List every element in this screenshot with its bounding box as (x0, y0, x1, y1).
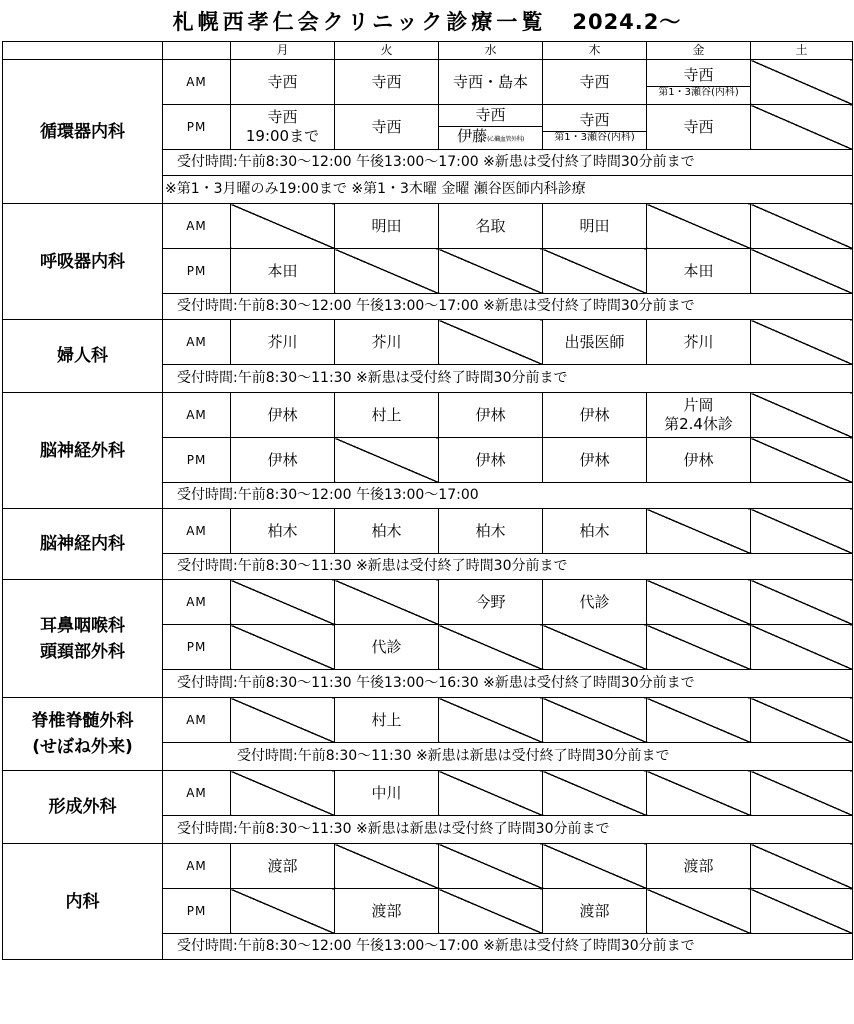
resp-am-fri-closed (647, 204, 751, 249)
cardio-am-fri (647, 60, 751, 105)
cardio-pm-tue: 寺西 (335, 105, 439, 150)
neuro-am-row (3, 509, 853, 554)
resp-am-row (3, 204, 853, 249)
dept-neurosurgery: 脳神経外科 (3, 393, 163, 509)
spine-am-sat-closed (751, 698, 853, 743)
neurosurg-am-tue: 村上 (335, 393, 439, 438)
dept-internal-medicine: 内科 (3, 844, 163, 960)
neuro-am-mon: 柏木 (231, 509, 335, 554)
ent-am-tue-closed (335, 580, 439, 625)
cardio-am-fri-sub: 第1・3瀬谷(内科) (658, 86, 739, 98)
clinic-name: 札幌西孝仁会クリニック診療一覧 (172, 10, 547, 34)
cardio-pm-mon-main: 寺西 (267, 108, 298, 126)
ent-pm-sat-closed (751, 625, 853, 670)
plastic-am-tue: 中川 (335, 771, 439, 816)
session-am-label: AM (163, 771, 231, 816)
internal-am-tue-closed (335, 844, 439, 889)
dept-neurology: 脳神経内科 (3, 509, 163, 580)
cardio-pm-thu-main: 寺西 (543, 111, 647, 132)
gyn-am-wed-closed (439, 320, 543, 365)
dept-ent (3, 580, 163, 698)
ent-am-fri-closed (647, 580, 751, 625)
ent-am-thu: 代診 (543, 580, 647, 625)
resp-am-thu: 明田 (543, 204, 647, 249)
internal-pm-sat-closed (751, 889, 853, 934)
spine-reception-hours: 受付時間:午前8:30〜11:30 ※新患は新患は受付終了時間30分前まで (163, 743, 853, 771)
resp-pm-thu-closed (543, 249, 647, 294)
neurosurg-pm-tue-closed (335, 438, 439, 483)
internal-am-wed-closed (439, 844, 543, 889)
neurosurg-am-mon: 伊林 (231, 393, 335, 438)
neurosurg-am-thu: 伊林 (543, 393, 647, 438)
cardio-pm-wed (439, 105, 543, 150)
cardio-am-row (3, 60, 853, 105)
spine-am-fri-closed (647, 698, 751, 743)
session-am-label: AM (163, 320, 231, 365)
neuro-am-tue: 柏木 (335, 509, 439, 554)
neurosurg-am-row (3, 393, 853, 438)
cardio-pm-sat-closed (751, 105, 853, 150)
dept-spine (3, 698, 163, 771)
neuro-am-thu: 柏木 (543, 509, 647, 554)
ent-am-row (3, 580, 853, 625)
dept-ent-line1: 耳鼻咽喉科 (40, 615, 125, 636)
plastic-am-fri-closed (647, 771, 751, 816)
neuro-am-fri-closed (647, 509, 751, 554)
cardio-pm-wed-tiny: (心臓血管外科) (487, 135, 524, 143)
internal-am-mon: 渡部 (231, 844, 335, 889)
dept-spine-line2: (せぼね外来) (32, 737, 133, 757)
spine-am-row (3, 698, 853, 743)
day-header-row (3, 42, 853, 60)
session-am-label: AM (163, 580, 231, 625)
spine-am-mon-closed (231, 698, 335, 743)
resp-pm-wed-closed (439, 249, 543, 294)
cardio-pm-fri: 寺西 (647, 105, 751, 150)
ent-pm-fri-closed (647, 625, 751, 670)
gyn-am-tue: 芥川 (335, 320, 439, 365)
plastic-am-thu-closed (543, 771, 647, 816)
cardio-pm-wed-main: 寺西 (439, 106, 543, 127)
dept-spine-line1: 脊椎脊髄外科 (31, 711, 134, 731)
dept-ent-line2: 頭頚部外科 (40, 641, 125, 662)
session-am-label: AM (163, 698, 231, 743)
cardio-pm-thu (543, 105, 647, 150)
neurosurg-am-fri (647, 393, 751, 438)
ent-reception-hours: 受付時間:午前8:30〜11:30 午後13:00〜16:30 ※新患は受付終了時間30分前まで (163, 670, 853, 698)
neurosurg-am-fri-main: 片岡 (683, 396, 714, 414)
cardio-extra-note: ※第1・3月曜のみ19:00まで ※第1・3木曜 金曜 瀬谷医師内科診療 (163, 176, 853, 204)
plastic-am-row (3, 771, 853, 816)
resp-pm-fri: 本田 (647, 249, 751, 294)
header-corner (3, 42, 163, 60)
session-pm-label: PM (163, 105, 231, 150)
cardio-am-fri-main: 寺西 (647, 66, 751, 87)
neurosurg-pm-fri: 伊林 (647, 438, 751, 483)
internal-reception-hours: 受付時間:午前8:30〜12:00 午後13:00〜17:00 ※新患は受付終了時間30分前まで (163, 934, 853, 960)
cardio-am-mon: 寺西 (231, 60, 335, 105)
ent-am-mon-closed (231, 580, 335, 625)
gyn-am-mon: 芥川 (231, 320, 335, 365)
session-am-label: AM (163, 204, 231, 249)
schedule-date: 2024.2〜 (572, 10, 682, 34)
cardio-pm-thu-sub: 第1・3瀬谷(内科) (554, 131, 635, 143)
session-am-label: AM (163, 844, 231, 889)
day-header-fri: 金 (647, 42, 751, 60)
internal-pm-wed-closed (439, 889, 543, 934)
spine-am-wed-closed (439, 698, 543, 743)
gyn-am-thu: 出張医師 (543, 320, 647, 365)
internal-am-row (3, 844, 853, 889)
internal-pm-fri-closed (647, 889, 751, 934)
resp-am-mon-closed (231, 204, 335, 249)
ent-pm-mon-closed (231, 625, 335, 670)
ent-pm-thu-closed (543, 625, 647, 670)
cardio-reception-hours: 受付時間:午前8:30〜12:00 午後13:00〜17:00 ※新患は受付終了時間30分前まで (163, 150, 853, 176)
schedule-table (2, 41, 853, 960)
neurosurg-am-wed: 伊林 (439, 393, 543, 438)
plastic-am-sat-closed (751, 771, 853, 816)
gyn-am-fri: 芥川 (647, 320, 751, 365)
resp-am-tue: 明田 (335, 204, 439, 249)
resp-am-sat-closed (751, 204, 853, 249)
gyn-reception-hours: 受付時間:午前8:30〜11:30 ※新患は受付終了時間30分前まで (163, 365, 853, 393)
ent-am-sat-closed (751, 580, 853, 625)
resp-pm-tue-closed (335, 249, 439, 294)
internal-pm-thu: 渡部 (543, 889, 647, 934)
neuro-am-wed: 柏木 (439, 509, 543, 554)
day-header-thu: 木 (543, 42, 647, 60)
gyn-am-row (3, 320, 853, 365)
neurosurg-reception-hours: 受付時間:午前8:30〜12:00 午後13:00〜17:00 (163, 483, 853, 509)
session-pm-label: PM (163, 249, 231, 294)
neurosurg-pm-mon: 伊林 (231, 438, 335, 483)
spine-am-thu-closed (543, 698, 647, 743)
resp-reception-hours: 受付時間:午前8:30〜12:00 午後13:00〜17:00 ※新患は受付終了時間30分前まで (163, 294, 853, 320)
neurosurg-pm-thu: 伊林 (543, 438, 647, 483)
neuro-am-sat-closed (751, 509, 853, 554)
cardio-am-tue: 寺西 (335, 60, 439, 105)
ent-pm-wed-closed (439, 625, 543, 670)
day-header-mon: 月 (231, 42, 335, 60)
neurosurg-pm-wed: 伊林 (439, 438, 543, 483)
session-pm-label: PM (163, 625, 231, 670)
cardio-pm-mon (231, 105, 335, 150)
internal-pm-mon-closed (231, 889, 335, 934)
session-am-label: AM (163, 393, 231, 438)
ent-pm-tue: 代診 (335, 625, 439, 670)
internal-am-fri: 渡部 (647, 844, 751, 889)
resp-pm-mon: 本田 (231, 249, 335, 294)
plastic-am-mon-closed (231, 771, 335, 816)
cardio-am-thu: 寺西 (543, 60, 647, 105)
plastic-am-wed-closed (439, 771, 543, 816)
ent-am-wed: 今野 (439, 580, 543, 625)
cardio-pm-mon-sub: 19:00まで (245, 127, 320, 145)
session-am-label: AM (163, 509, 231, 554)
cardio-pm-wed-sub: 伊藤 (457, 126, 488, 145)
plastic-reception-hours: 受付時間:午前8:30〜11:30 ※新患は新患は受付終了時間30分前まで (163, 816, 853, 844)
page-title (0, 4, 854, 40)
internal-pm-tue: 渡部 (335, 889, 439, 934)
cardio-am-wed: 寺西・島本 (439, 60, 543, 105)
resp-pm-sat-closed (751, 249, 853, 294)
spine-am-tue: 村上 (335, 698, 439, 743)
session-pm-label: PM (163, 889, 231, 934)
dept-gynecology: 婦人科 (3, 320, 163, 393)
day-header-wed: 水 (439, 42, 543, 60)
internal-am-sat-closed (751, 844, 853, 889)
neurosurg-pm-sat-closed (751, 438, 853, 483)
dept-respiratory: 呼吸器内科 (3, 204, 163, 320)
day-header-tue: 火 (335, 42, 439, 60)
internal-am-thu-closed (543, 844, 647, 889)
day-header-sat: 土 (751, 42, 853, 60)
session-pm-label: PM (163, 438, 231, 483)
neuro-reception-hours: 受付時間:午前8:30〜11:30 ※新患は受付終了時間30分前まで (163, 554, 853, 580)
header-session-blank (163, 42, 231, 60)
dept-cardio: 循環器内科 (3, 60, 163, 204)
resp-am-wed: 名取 (439, 204, 543, 249)
neurosurg-am-fri-sub: 第2.4休診 (664, 415, 733, 433)
neurosurg-am-sat-closed (751, 393, 853, 438)
dept-plastic-surgery: 形成外科 (3, 771, 163, 844)
cardio-am-sat-closed (751, 60, 853, 105)
session-am-label: AM (163, 60, 231, 105)
gyn-am-sat-closed (751, 320, 853, 365)
